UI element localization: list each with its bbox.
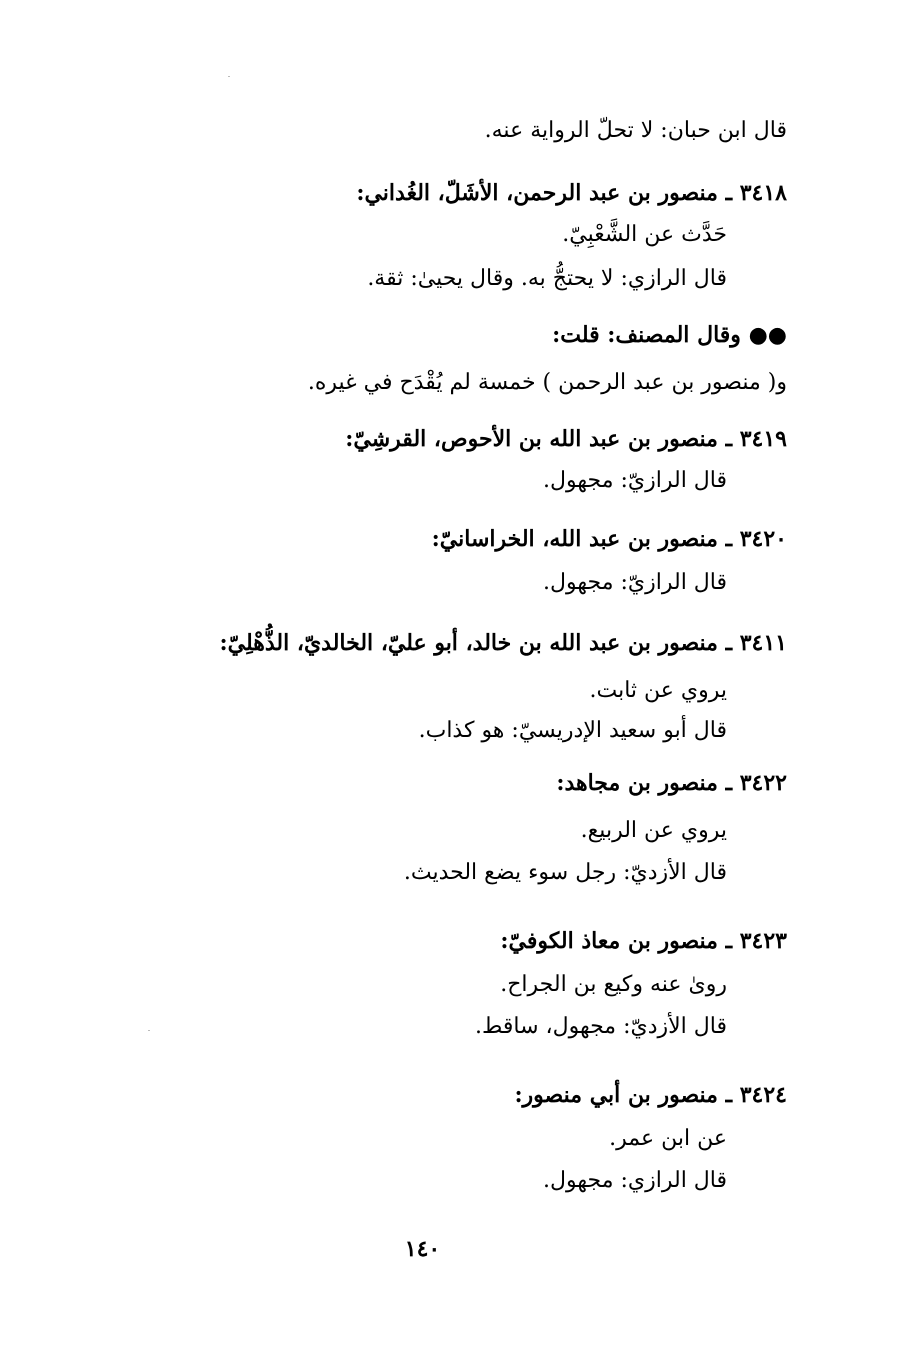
text-line: يروي عن الربيع. [580,818,727,843]
entry-heading-3418: ٣٤١٨ ـ منصور بن عبد الرحمن، الأشَلّ، الغُداني: [356,180,787,206]
page-number: ١٤٠ [404,1236,441,1262]
entry-heading-3419: ٣٤١٩ ـ منصور بن عبد الله بن الأحوص، القرشِيّ: [345,426,787,452]
scan-speck [148,1030,150,1031]
text-line: يروي عن ثابت. [589,678,727,703]
text-line: قال ابن حبان: لا تحلّ الرواية عنه. [484,118,787,143]
text-line: قال الرازي: لا يحتجُّ به. وقال يحيىٰ: ثقة. [367,266,727,291]
text-line: قال الأزديّ: مجهول، ساقط. [474,1014,727,1039]
text-line: قال الرازيّ: مجهول. [543,570,727,595]
text-line: عن ابن عمر. [609,1126,727,1151]
author-note-heading [552,320,787,350]
text-line: قال أبو سعيد الإدريسيّ: هو كذاب. [418,718,727,743]
scan-speck [228,76,230,77]
text-line: حَدَّث عن الشَّعْبِيّ. [562,222,727,247]
text-line: روىٰ عنه وكيع بن الجراح. [500,972,727,997]
text-line: و( منصور بن عبد الرحمن ) خمسة لم يُقْدَح في غيره. [307,370,787,395]
entry-heading-3420: ٣٤٢٠ ـ منصور بن عبد الله، الخراسانيّ: [431,526,787,552]
bullet-marks: ●● [748,322,787,348]
author-note-label: وقال المصنف: قلت: [552,322,741,348]
entry-heading-3423: ٣٤٢٣ ـ منصور بن معاذ الكوفيّ: [500,928,787,954]
entry-heading-3411: ٣٤١١ ـ منصور بن عبد الله بن خالد، أبو عليّ، الخالديّ، الذُّهْلِيّ: [219,630,787,656]
entry-heading-3424: ٣٤٢٤ ـ منصور بن أبي منصور: [514,1082,787,1108]
text-line: قال الأزديّ: رجل سوء يضع الحديث. [403,860,727,885]
text-line: قال الرازي: مجهول. [543,1168,727,1193]
text-line: قال الرازيّ: مجهول. [543,468,727,493]
entry-heading-3422: ٣٤٢٢ ـ منصور بن مجاهد: [556,770,787,796]
